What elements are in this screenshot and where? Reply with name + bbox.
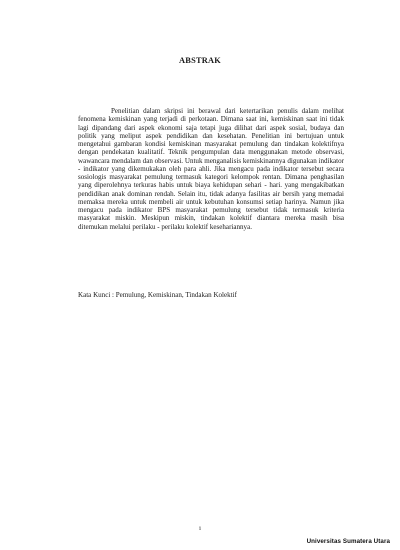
abstract-body: Penelitian dalam skripsi ini berawal dari ketertarikan penulis dalam melihat fenomena kemiskinan yang terjadi di perkotaan. Dimana saat ini, kemiskinan saat ini tidak lagi dipandang dari aspek ekonomi saja tetapi juga dilihat dari aspek sosial, budaya dan politik yang meliput aspek pendidikan dan kesehatan. Penelitian ini bertujuan untuk mengetahui gambaran kondisi kemiskinan masyarakat pemulung dan tindakan kolektifnya dengan pendekatan kualitatif. Teknik pengumpulan data menggunakan metode observasi, wawancara mendalam dan observasi. Untuk menganalisis kemiskinannya digunakan indikator - indikator yang dikemukakan oleh para ahli. Jika mengacu pada indikator tersebut secara sosiologis masyarakat pemulung termasuk kategori kelompok rentan. Dimana penghasilan yang diperolehnya terkuras habis untuk biaya kehidupan sehari - hari. yang mengakibatkan pendidikan anak dominan rendah. Selain itu, tidak adanya fasilitas air bersih yang memadai memaksa mereka untuk membeli air untuk kebutuhan konsumsi setiap harinya. Namun jika mengacu pada indikator BPS masyarakat pemulung tersebut tidak termasuk kriteria masyarakat miskin. Meskipun miskin, tindakan kolektif diantara mereka masih bisa ditemukan melalui perilaku - perilaku kolektif kesehariannya.: [78, 107, 344, 231]
footer-university: Universitas Sumatera Utara: [306, 538, 390, 545]
page-number: i: [199, 525, 201, 532]
keywords-line: Kata Kunci : Pemulung, Kemiskinan, Tindakan Kolektif: [78, 291, 237, 299]
abstract-title: ABSTRAK: [179, 56, 221, 65]
